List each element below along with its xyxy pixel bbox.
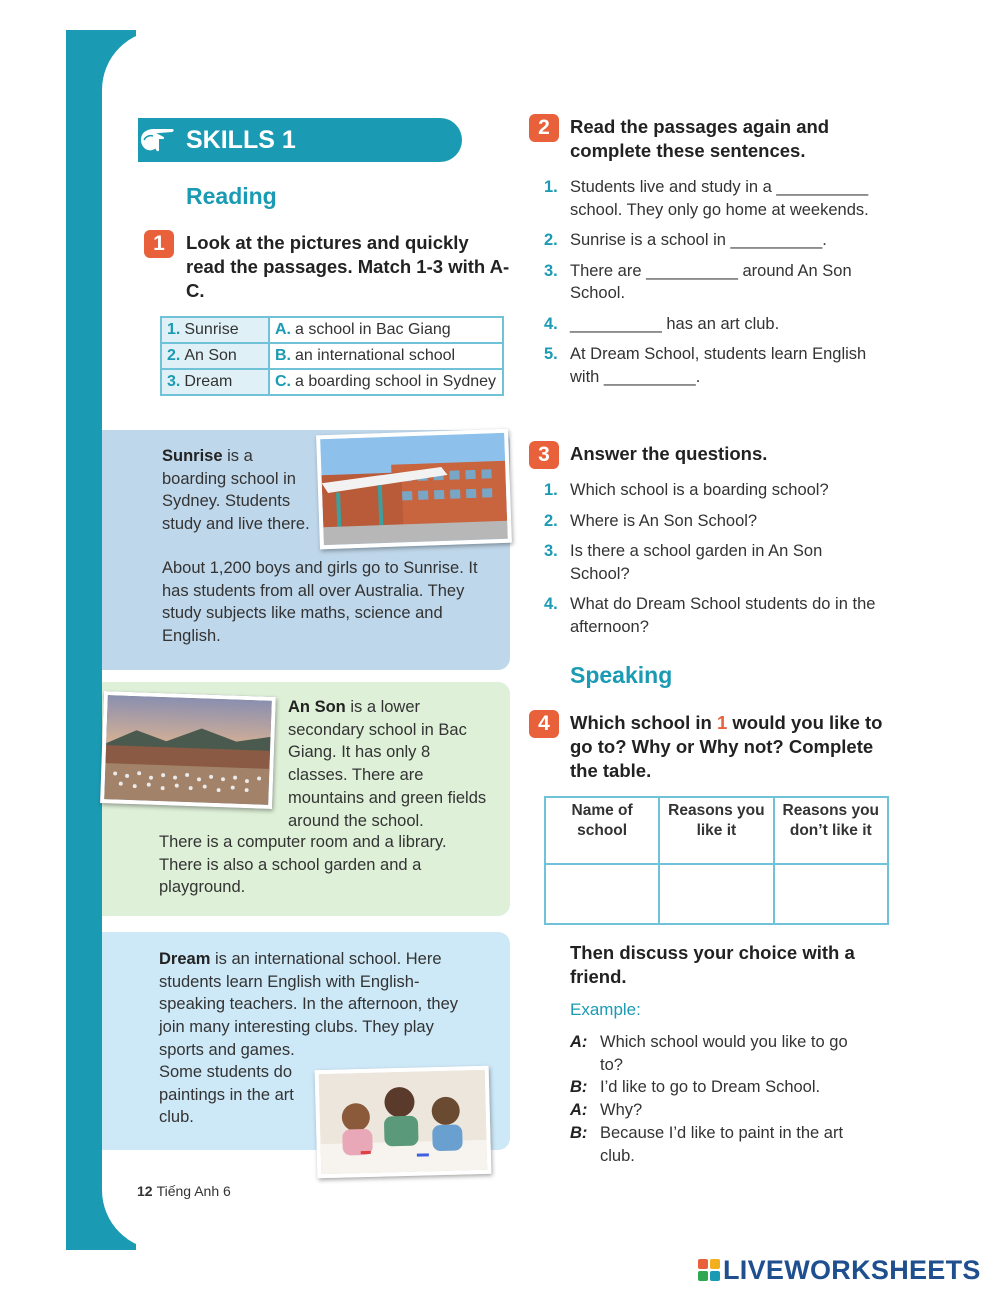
instruction-text: would you like to go to? Why or Why not? Complete the table. <box>570 712 883 781</box>
list-item <box>544 540 879 585</box>
watermark-text: LIVEWORKSHEETS <box>723 1254 981 1285</box>
liveworksheets-logo <box>698 1256 981 1284</box>
item-number: 2. <box>544 511 558 530</box>
list-item <box>544 260 869 305</box>
item-text: There are __________ around An Son School. <box>570 261 852 302</box>
school-name: Dream <box>159 950 211 968</box>
item-number: 2. <box>544 231 558 249</box>
school-name: An Son <box>288 698 346 716</box>
passage-anson-intro <box>288 696 493 832</box>
dialogue-text: Which school would you like to go to? <box>600 1033 848 1074</box>
table-row <box>161 317 503 343</box>
passage-anson-body: There is a computer room and a library. There is also a school garden and a playground. <box>159 833 447 897</box>
exercise-3-list <box>544 479 879 638</box>
logo-blocks-icon <box>698 1259 720 1281</box>
item-text: Which school is a boarding school? <box>570 481 829 499</box>
children-painting-image <box>319 1070 488 1174</box>
item-number: 1. <box>544 178 558 196</box>
match-left-cell <box>161 343 269 369</box>
passage-sunrise-body: About 1,200 boys and girls go to Sunrise. It has students from all over Australia. They study subjects like maths, science and English. <box>162 559 478 646</box>
match-description: a boarding school in Sydney <box>295 373 497 390</box>
match-school: Dream <box>184 373 233 390</box>
item-number: 4. <box>544 595 558 613</box>
page-footer <box>137 1183 231 1199</box>
answer-cell[interactable] <box>774 864 888 924</box>
list-item <box>544 510 879 533</box>
speaker: A: <box>570 1101 588 1120</box>
match-letter: A. <box>275 321 291 338</box>
sunrise-school-photo <box>316 429 512 550</box>
speaking-title: Speaking <box>570 662 673 688</box>
item-text: What do Dream School students do in the afternoon? <box>570 595 876 636</box>
list-item <box>544 343 869 388</box>
match-right-cell <box>269 317 503 343</box>
passage-text: is a lower secondary school in Bac Giang. It has only 8 classes. There are mountains and green fields around the school. <box>288 698 487 830</box>
exercise-2-list <box>544 176 869 388</box>
reading-title: Reading <box>186 183 277 209</box>
list-item <box>544 229 869 252</box>
match-number: 2. <box>167 347 181 364</box>
dialogue-text: Because I’d like to paint in the art club. <box>600 1123 844 1165</box>
passage-dream-body: Some students do paintings in the art club. <box>159 1063 294 1127</box>
match-school: An Son <box>184 347 237 364</box>
match-number: 3. <box>167 373 181 390</box>
discuss-instruction: Then discuss your choice with a friend. <box>570 942 855 987</box>
match-description: a school in Bac Giang <box>295 321 451 338</box>
list-item <box>544 176 869 221</box>
item-number: 5. <box>544 345 558 363</box>
exercise-3-instruction: Answer the questions. <box>570 443 768 464</box>
dialogue-line <box>570 1099 870 1122</box>
school-name: Sunrise <box>162 447 223 465</box>
answer-cell[interactable] <box>659 864 773 924</box>
exercise-2-instruction: Read the passages again and complete these sentences. <box>570 116 830 161</box>
list-item <box>544 479 879 502</box>
match-description: an international school <box>295 347 456 364</box>
dialogue-line <box>570 1031 870 1076</box>
page-number: 12 <box>137 1183 153 1199</box>
match-right-cell <box>269 343 503 369</box>
table-row <box>545 864 888 924</box>
exercise-3-badge: 3 <box>529 441 559 469</box>
item-number: 3. <box>544 261 558 280</box>
match-letter: B. <box>275 347 291 364</box>
passage-text: is a boarding school in Sydney. Students study and live there. <box>162 447 310 534</box>
exercise-reference: 1 <box>716 712 728 733</box>
passage-sunrise-intro <box>162 445 310 536</box>
item-number: 4. <box>544 314 558 333</box>
dialogue-text: I’d like to go to Dream School. <box>600 1078 821 1097</box>
speaker: B: <box>570 1078 588 1097</box>
example-label: Example: <box>570 1000 641 1019</box>
column-header: Reasons you don’t like it <box>774 797 888 864</box>
answer-cell[interactable] <box>545 864 659 924</box>
matching-table <box>160 316 504 396</box>
example-dialogue <box>570 1031 870 1167</box>
dialogue-text: Why? <box>600 1101 643 1120</box>
reasons-table <box>544 796 889 925</box>
exercise-4-instruction <box>570 711 890 783</box>
match-right-cell <box>269 369 503 395</box>
dialogue-line <box>570 1076 870 1099</box>
list-item <box>544 593 879 638</box>
book-title: Tiếng Anh 6 <box>156 1183 231 1199</box>
item-text: Sunrise is a school in __________. <box>570 231 827 249</box>
pointing-hand-icon <box>138 124 178 156</box>
table-row <box>161 369 503 395</box>
dream-students-photo <box>315 1066 492 1179</box>
passage-dream-intro <box>159 948 477 1062</box>
passage-text: is an international school. Here students learn English with English-speaking teachers. In the afternoon, they join many interesting clubs. They play sports and games. <box>159 950 459 1059</box>
item-text: At Dream School, students learn English with __________. <box>570 345 867 386</box>
table-row <box>161 343 503 369</box>
item-number: 3. <box>544 542 558 560</box>
skills-banner: SKILLS 1 <box>138 118 462 162</box>
exercise-2-badge: 2 <box>529 114 559 142</box>
item-text: Students live and study in a __________ school. They only go home at weekends. <box>570 178 869 219</box>
instruction-text: Which school in <box>570 712 717 733</box>
match-number: 1. <box>167 321 181 338</box>
speaker: B: <box>570 1123 588 1142</box>
item-number: 1. <box>544 481 558 499</box>
column-header: Name of school <box>545 797 659 864</box>
list-item <box>544 313 869 336</box>
exercise-1-badge: 1 <box>144 230 174 258</box>
dialogue-line <box>570 1122 870 1167</box>
column-header: Reasons you like it <box>659 797 773 864</box>
item-text: Is there a school garden in An Son School? <box>570 542 823 583</box>
exercise-4-badge: 4 <box>529 710 559 738</box>
school-building-image <box>320 433 508 545</box>
match-letter: C. <box>275 373 291 390</box>
match-left-cell <box>161 317 269 343</box>
match-school: Sunrise <box>184 321 239 338</box>
school-yard-image <box>104 695 272 805</box>
exercise-1-instruction: Look at the pictures and quickly read the passages. Match 1-3 with A-C. <box>186 232 510 301</box>
item-text: Where is An Son School? <box>570 511 758 530</box>
table-header-row <box>545 797 888 864</box>
speaker: A: <box>570 1033 588 1051</box>
anson-school-photo <box>100 691 276 809</box>
item-text: __________ has an art club. <box>570 314 780 333</box>
match-left-cell <box>161 369 269 395</box>
